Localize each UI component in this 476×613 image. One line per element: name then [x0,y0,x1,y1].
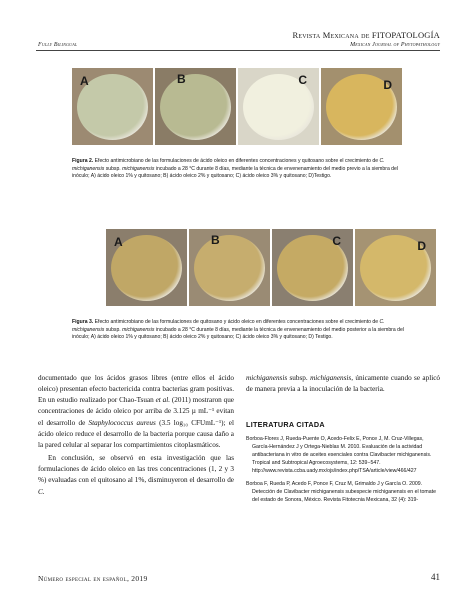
journal-title: Revista Mexicana de FITOPATOLOGÍA [292,30,440,40]
body-text-italic: Staphylococcus aureus [88,418,156,427]
caption-text: incubado a 28 °C durante 8 días, mediante la técnica de envenenamiento del medio previo a la siembra del inóculo; A) ácido oleico 1% y quitosano; B) ácido oleico 2% y quitosano; C) ácido oleico 3% y quitosano; D)Testigo. [72,165,398,180]
figure-2-panel [321,68,402,145]
panel-label: D [417,239,426,253]
body-text-italic: michiganensis [310,374,352,382]
figure-2-label: Figura 2. [72,158,94,164]
figure-3-panel [189,229,270,306]
caption-text: subsp. [104,326,123,333]
footer-issue: Número especial en español, 2019 [38,574,148,583]
panel-label: D [383,78,392,92]
body-text: (2011) mostraron que concentraciones de ácido oleico por arriba de 3.125 µ mL⁻¹ evitan el desarrollo de [38,396,235,427]
body-text: subsp. [287,374,311,382]
body-column-right [246,373,440,505]
caption-subsp: michiganensis [122,165,155,172]
figure-3-panel [106,229,187,306]
page-number: 41 [431,572,440,582]
caption-text: Efecto antimicrobiano de las formulaciones de ácido oleico en diferentes concentraciones y quitosano sobre el crecimiento de [93,158,380,164]
panel-label: C [298,73,307,87]
panel-label: B [177,72,186,86]
body-paragraph [246,373,440,395]
panel-label: C [332,234,341,248]
panel-label: B [211,233,220,247]
running-head-left: Fully Bilingual [38,42,78,48]
figure-3-panel [355,229,436,306]
reference-item: Borboa-Flores J, Rueda-Puente O, Acedo-Felix E, Ponce J, M. Cruz-Villegas, García-Hernández J y Ortega-Nieblas M. 2010. Evaluación de la actividad antibacteriana in vitro de aceites esenciales contra Clavibacter michiganensis. Tropical and Subtropical Agroecosystems, 12: 539−547. http://www.revista.ccba.uady.mx/ojs/index.php/TSA/article/view/466/427 [246,436,432,474]
figure-3-photos [106,229,436,306]
figure-2-caption [72,158,412,181]
panel-label: A [114,235,123,249]
caption-text: Efecto antimicrobiano de las formulaciones de quitosano y ácido oleico en diferentes concentraciones sobre el crecimiento de [93,319,380,325]
body-text: (3.5 log₁₀ CFUmL⁻¹); el ácido oleico reduce el desarrollo de la bacteria porque causa daño a la pared celular al separar los compartimientos citoplasmáticos. [38,418,234,449]
body-text: En conclusión, se observó en esta investigación que las formulaciones de ácido oleico en las tres concentraciones (1, 2 y 3 %) evaluadas con el quitosano al 1%, disminuyeron el desarrollo de [38,454,234,485]
journal-header [292,30,440,48]
header-rule [36,50,440,51]
petri-dish [194,235,265,301]
reference-item: Borboa F, Rueda P, Acedo F, Ponce F, Cruz M, Grimaldo J y García O. 2009. Detección de Clavibacter michiganensis subespecie michiganensis en el tomate del estado de Sonora, México. Revista Fitotecnia Mexicana, 32 (4): 319- [246,481,436,504]
caption-species: C. michiganensis [72,158,385,172]
petri-dish [160,74,231,140]
body-paragraph [38,373,234,451]
caption-species: C. michiganensis [72,319,385,333]
body-text-italic: et al. [155,396,171,405]
body-text: , únicamente cuando se aplicó de manera previa a la inoculación de la bacteria. [246,374,440,394]
body-text: documentado que los ácidos grasos libres (entre ellos el ácido oleico) presentan efecto bactericida contra bacterias gram positivas. En un estudio realizado por Chao-Tsuan [38,374,234,405]
body-text-italic: michiganensis [246,374,288,382]
caption-subsp: michiganensis [122,326,155,333]
figure-2-photos [72,68,402,145]
section-heading: LITERATURA CITADA [246,420,325,430]
caption-text: incubado a 28 °C durante 8 días, mediante la técnica de envenenamiento del medio posterior a la siembra del inóculo; A) ácido oleico 1% y quitosano; B) ácido oleico 2% y quitosano; C) ácido oleico 3% y quitosano; D) Testigo. [72,326,404,341]
journal-title-en: Mexican Journal of Phytopathology [350,42,440,48]
panel-label: A [80,74,89,88]
figure-3-label: Figura 3. [72,319,94,325]
body-text-italic: C. [38,487,45,496]
figure-3-caption [72,319,412,342]
figure-2-panel [72,68,153,145]
figure-2-panel [238,68,319,145]
body-column-left [38,373,234,498]
figure-3-panel [272,229,353,306]
caption-text: subsp. [104,165,123,172]
figure-2-panel [155,68,236,145]
body-paragraph [38,453,234,498]
